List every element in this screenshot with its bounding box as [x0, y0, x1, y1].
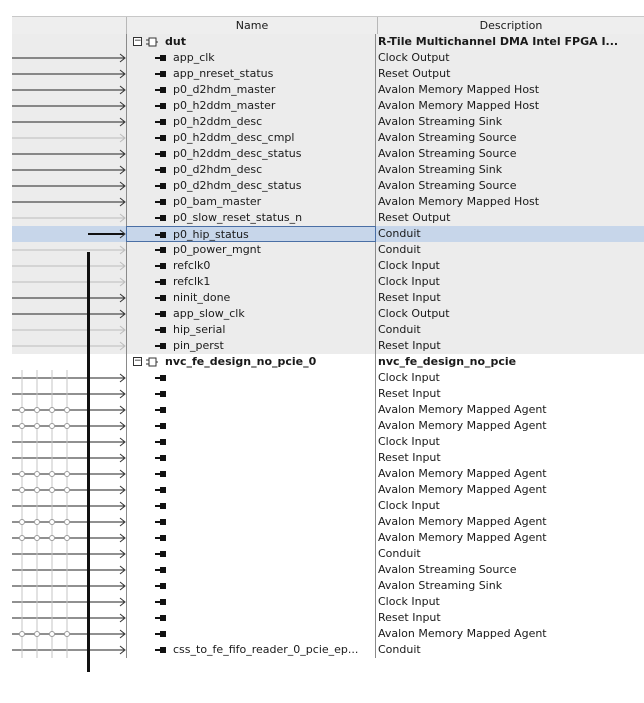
connection-wires[interactable]	[12, 530, 126, 546]
description-cell: Avalon Streaming Sink	[378, 115, 503, 128]
connection-wires[interactable]	[12, 642, 126, 658]
connection-wires[interactable]	[12, 162, 126, 178]
connection-wires[interactable]	[12, 258, 126, 274]
port-pin-icon	[155, 86, 167, 94]
port-name: pin_perst	[173, 339, 224, 352]
port-row[interactable]	[12, 626, 644, 642]
connection-wires[interactable]	[12, 466, 126, 482]
name-cell[interactable]	[126, 498, 376, 514]
port-pin-icon	[155, 310, 167, 318]
name-cell[interactable]	[126, 562, 376, 578]
name-cell[interactable]	[126, 82, 376, 98]
port-pin-icon	[155, 262, 167, 270]
connection-wires[interactable]	[12, 50, 126, 66]
connection-wires[interactable]	[12, 82, 126, 98]
description-cell: Reset Output	[378, 211, 451, 224]
port-pin-icon	[155, 518, 167, 526]
component-icon	[146, 356, 158, 368]
description-cell: Conduit	[378, 243, 421, 256]
port-pin-icon	[155, 454, 167, 462]
name-cell[interactable]	[126, 626, 376, 642]
name-cell[interactable]	[126, 130, 376, 146]
port-name: css_to_fe_fifo_reader_0_pcie_ep...	[173, 643, 359, 656]
connection-wires[interactable]	[12, 114, 126, 130]
description-cell: Reset Input	[378, 387, 441, 400]
description-cell: Avalon Memory Mapped Agent	[378, 515, 547, 528]
port-pin-icon	[155, 646, 167, 654]
port-pin-icon	[155, 534, 167, 542]
port-row[interactable]	[12, 242, 644, 258]
connection-wires[interactable]	[12, 34, 126, 50]
connection-wires[interactable]	[12, 194, 126, 210]
name-cell[interactable]	[126, 418, 376, 434]
port-row[interactable]	[12, 514, 644, 530]
description-cell: Clock Input	[378, 595, 440, 608]
name-cell[interactable]	[126, 642, 376, 658]
connection-wires[interactable]	[12, 210, 126, 226]
port-row[interactable]	[12, 162, 644, 178]
port-name: p0_d2hdm_master	[173, 83, 276, 96]
port-pin-icon	[155, 70, 167, 78]
description-column-header[interactable]: Description	[479, 19, 543, 32]
name-cell[interactable]	[126, 242, 376, 258]
port-row[interactable]	[12, 210, 644, 226]
connection-wires[interactable]	[12, 386, 126, 402]
connection-wires[interactable]	[12, 482, 126, 498]
connection-wires[interactable]	[12, 578, 126, 594]
name-cell[interactable]	[126, 34, 376, 50]
name-cell[interactable]	[126, 610, 376, 626]
description-cell: Clock Input	[378, 259, 440, 272]
scroll-area-bottom	[12, 674, 644, 703]
connection-wires[interactable]	[12, 66, 126, 82]
connection-wires[interactable]	[12, 546, 126, 562]
system-contents-panel	[12, 12, 644, 703]
port-name: refclk0	[173, 259, 211, 272]
port-name: refclk1	[173, 275, 211, 288]
port-row[interactable]	[12, 98, 644, 114]
port-name: app_nreset_status	[173, 67, 274, 80]
port-pin-icon	[155, 166, 167, 174]
name-cell[interactable]	[126, 546, 376, 562]
description-cell: Reset Output	[378, 67, 451, 80]
description-cell: Avalon Memory Mapped Agent	[378, 403, 547, 416]
component-icon	[146, 36, 158, 48]
port-row[interactable]	[12, 402, 644, 418]
description-cell: Avalon Memory Mapped Host	[378, 195, 540, 208]
description-cell: Conduit	[378, 323, 421, 336]
port-pin-icon	[155, 231, 167, 239]
connection-wires[interactable]	[12, 450, 126, 466]
port-pin-icon	[155, 438, 167, 446]
port-name: p0_d2hdm_desc	[173, 163, 263, 176]
name-cell[interactable]	[126, 162, 376, 178]
port-pin-icon	[155, 550, 167, 558]
port-pin-icon	[155, 278, 167, 286]
connection-wires[interactable]	[12, 562, 126, 578]
port-pin-icon	[155, 630, 167, 638]
port-name: p0_h2ddm_desc_cmpl	[173, 131, 295, 144]
port-row[interactable]	[12, 146, 644, 162]
port-name: hip_serial	[173, 323, 226, 336]
description-cell: Avalon Memory Mapped Agent	[378, 467, 547, 480]
port-name: p0_hip_status	[173, 228, 249, 241]
description-cell: Reset Input	[378, 451, 441, 464]
port-pin-icon	[155, 102, 167, 110]
port-row[interactable]	[12, 466, 644, 482]
description-cell: Conduit	[378, 227, 421, 240]
name-cell[interactable]	[126, 466, 376, 482]
name-cell[interactable]	[126, 594, 376, 610]
component-row[interactable]	[12, 354, 644, 370]
connection-wires[interactable]	[12, 370, 126, 386]
name-cell[interactable]	[126, 514, 376, 530]
port-row[interactable]	[12, 130, 644, 146]
name-cell[interactable]	[126, 530, 376, 546]
description-cell: Avalon Streaming Source	[378, 131, 517, 144]
name-cell[interactable]	[126, 66, 376, 82]
port-row[interactable]	[12, 178, 644, 194]
port-pin-icon	[155, 374, 167, 382]
name-cell[interactable]	[126, 578, 376, 594]
port-pin-icon	[155, 326, 167, 334]
name-cell[interactable]	[126, 50, 376, 66]
connection-wires[interactable]	[12, 610, 126, 626]
port-row[interactable]	[12, 642, 644, 658]
port-name: p0_h2ddm_desc_status	[173, 147, 302, 160]
name-cell[interactable]	[126, 338, 376, 354]
description-cell: Avalon Memory Mapped Agent	[378, 627, 547, 640]
description-cell: Reset Input	[378, 339, 441, 352]
name-cell[interactable]	[126, 386, 376, 402]
port-row[interactable]	[12, 322, 644, 338]
name-cell[interactable]	[126, 482, 376, 498]
description-cell: nvc_fe_design_no_pcie	[378, 355, 517, 368]
connection-wires[interactable]	[12, 626, 126, 642]
name-cell[interactable]	[126, 434, 376, 450]
port-row[interactable]	[12, 594, 644, 610]
description-cell: Reset Input	[378, 611, 441, 624]
table-header	[12, 16, 644, 35]
minus-square-icon[interactable]: −	[134, 356, 142, 366]
name-cell[interactable]	[126, 370, 376, 386]
port-pin-icon	[155, 118, 167, 126]
name-cell[interactable]	[126, 114, 376, 130]
name-column-header[interactable]: Name	[235, 19, 269, 32]
name-cell[interactable]	[126, 178, 376, 194]
port-row[interactable]	[12, 258, 644, 274]
connection-wires[interactable]	[12, 322, 126, 338]
port-pin-icon	[155, 422, 167, 430]
connection-wires[interactable]	[12, 130, 126, 146]
port-name: app_slow_clk	[173, 307, 245, 320]
port-row[interactable]	[12, 66, 644, 82]
port-row[interactable]	[12, 482, 644, 498]
connection-wires[interactable]	[12, 274, 126, 290]
port-row[interactable]	[12, 194, 644, 210]
connection-wires[interactable]	[12, 594, 126, 610]
component-name: nvc_fe_design_no_pcie_0	[165, 355, 317, 368]
port-row[interactable]	[12, 610, 644, 626]
port-name: p0_bam_master	[173, 195, 262, 208]
connection-wires[interactable]	[12, 338, 126, 354]
connection-wires[interactable]	[12, 226, 126, 242]
port-row[interactable]	[12, 434, 644, 450]
port-row[interactable]	[12, 562, 644, 578]
connection-wires[interactable]	[12, 402, 126, 418]
description-cell: Avalon Streaming Source	[378, 179, 517, 192]
port-pin-icon	[155, 54, 167, 62]
description-cell: Avalon Streaming Source	[378, 147, 517, 160]
name-cell[interactable]	[126, 450, 376, 466]
description-cell: Conduit	[378, 547, 421, 560]
port-row[interactable]	[12, 386, 644, 402]
port-pin-icon	[155, 134, 167, 142]
port-pin-icon	[155, 406, 167, 414]
name-cell[interactable]	[126, 290, 376, 306]
name-cell[interactable]	[126, 258, 376, 274]
port-row[interactable]	[12, 338, 644, 354]
port-row[interactable]	[12, 418, 644, 434]
name-cell[interactable]	[126, 274, 376, 290]
connection-wires[interactable]	[12, 146, 126, 162]
name-cell[interactable]	[126, 226, 376, 242]
port-pin-icon	[155, 614, 167, 622]
description-cell: Clock Input	[378, 499, 440, 512]
description-cell: Avalon Memory Mapped Agent	[378, 419, 547, 432]
port-pin-icon	[155, 150, 167, 158]
component-name: dut	[165, 35, 186, 48]
port-pin-icon	[155, 502, 167, 510]
connection-wires[interactable]	[12, 418, 126, 434]
port-name: p0_d2hdm_desc_status	[173, 179, 302, 192]
description-cell: Clock Output	[378, 307, 450, 320]
description-cell: Conduit	[378, 643, 421, 656]
connection-wires[interactable]	[12, 498, 126, 514]
name-cell[interactable]	[126, 354, 376, 370]
component-row[interactable]	[12, 34, 644, 50]
description-cell: Reset Input	[378, 291, 441, 304]
description-cell: Avalon Streaming Sink	[378, 163, 503, 176]
description-cell: Avalon Memory Mapped Host	[378, 99, 540, 112]
port-row[interactable]	[12, 530, 644, 546]
port-pin-icon	[155, 342, 167, 350]
name-cell[interactable]	[126, 146, 376, 162]
description-cell: Avalon Memory Mapped Agent	[378, 483, 547, 496]
description-cell: Clock Input	[378, 435, 440, 448]
port-pin-icon	[155, 470, 167, 478]
port-row[interactable]	[12, 114, 644, 130]
port-row[interactable]	[12, 370, 644, 386]
name-cell[interactable]	[126, 306, 376, 322]
description-cell: Avalon Streaming Source	[378, 563, 517, 576]
description-cell: Avalon Streaming Sink	[378, 579, 503, 592]
name-cell[interactable]	[126, 322, 376, 338]
connection-wires[interactable]	[12, 514, 126, 530]
port-row[interactable]	[12, 274, 644, 290]
port-name: p0_power_mgnt	[173, 243, 261, 256]
connection-wires[interactable]	[12, 290, 126, 306]
port-row[interactable]	[12, 82, 644, 98]
description-cell: Avalon Memory Mapped Agent	[378, 531, 547, 544]
connection-wires[interactable]	[12, 354, 126, 370]
port-row[interactable]	[12, 546, 644, 562]
port-name: p0_h2ddm_desc	[173, 115, 263, 128]
port-pin-icon	[155, 198, 167, 206]
name-cell[interactable]	[126, 194, 376, 210]
connection-wires[interactable]	[12, 306, 126, 322]
description-cell: Clock Output	[378, 51, 450, 64]
connection-wires[interactable]	[12, 434, 126, 450]
port-pin-icon	[155, 294, 167, 302]
name-cell[interactable]	[126, 210, 376, 226]
name-cell[interactable]	[126, 402, 376, 418]
port-name: p0_slow_reset_status_n	[173, 211, 303, 224]
port-pin-icon	[155, 582, 167, 590]
port-pin-icon	[155, 598, 167, 606]
port-row[interactable]	[12, 450, 644, 466]
port-name: p0_h2ddm_master	[173, 99, 276, 112]
port-pin-icon	[155, 390, 167, 398]
table-body	[12, 34, 644, 674]
description-cell: Clock Input	[378, 275, 440, 288]
port-row[interactable]	[12, 578, 644, 594]
name-cell[interactable]	[126, 98, 376, 114]
port-name: app_clk	[173, 51, 215, 64]
port-row[interactable]	[12, 50, 644, 66]
port-row[interactable]	[12, 290, 644, 306]
connection-wires[interactable]	[12, 242, 126, 258]
port-row[interactable]	[12, 306, 644, 322]
port-pin-icon	[155, 566, 167, 574]
port-pin-icon	[155, 246, 167, 254]
port-row[interactable]	[12, 498, 644, 514]
port-row[interactable]	[12, 226, 644, 242]
description-cell: R-Tile Multichannel DMA Intel FPGA I...	[378, 35, 619, 48]
description-cell: Avalon Memory Mapped Host	[378, 83, 540, 96]
description-cell: Clock Input	[378, 371, 440, 384]
port-pin-icon	[155, 486, 167, 494]
connection-wires[interactable]	[12, 98, 126, 114]
minus-square-icon[interactable]: −	[134, 36, 142, 46]
connection-wires[interactable]	[12, 178, 126, 194]
connection-bus-wire[interactable]	[87, 252, 90, 672]
port-name: ninit_done	[173, 291, 231, 304]
connections-header[interactable]	[12, 17, 126, 34]
port-pin-icon	[155, 182, 167, 190]
port-pin-icon	[155, 214, 167, 222]
